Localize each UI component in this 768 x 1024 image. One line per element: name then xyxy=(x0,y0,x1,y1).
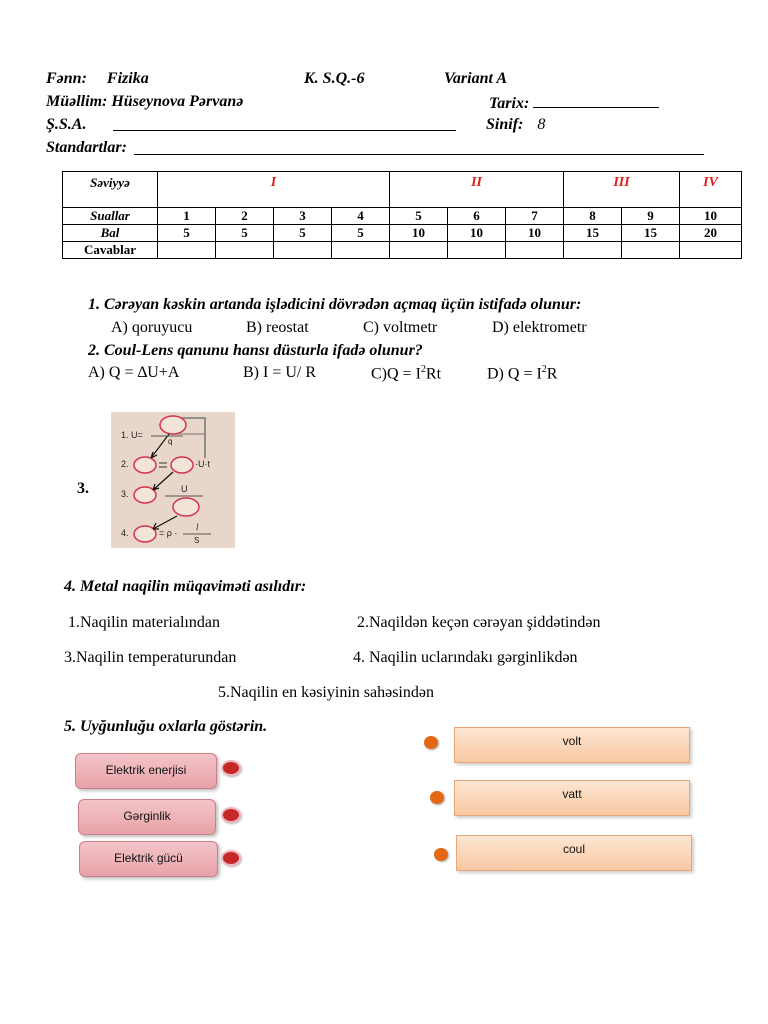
subject-value: Fizika xyxy=(106,70,149,87)
q4-option-5[interactable]: 5.Naqilin en kəsiyinin sahəsindən xyxy=(218,684,434,701)
q1-option-c[interactable]: C) voltmetr xyxy=(363,319,438,336)
question-3-number: 3. xyxy=(77,480,89,497)
teacher-label: Müəllim: xyxy=(46,93,108,110)
points-cell: 5 xyxy=(274,225,332,242)
question-5-text: 5. Uyğunluğu oxlarla göstərin. xyxy=(64,718,268,735)
class-value: 8 xyxy=(537,116,546,133)
answer-cell[interactable] xyxy=(506,242,564,259)
q2-option-c-sup: 2 xyxy=(420,364,426,375)
level-iv: IV xyxy=(680,172,742,208)
q2-option-c-pre: C)Q = I xyxy=(371,365,421,383)
question-number: 3 xyxy=(274,208,332,225)
answer-cell[interactable] xyxy=(564,242,622,259)
question-number: 1 xyxy=(158,208,216,225)
answer-cell[interactable] xyxy=(332,242,390,259)
question-number: 7 xyxy=(506,208,564,225)
date-label: Tarix: xyxy=(489,95,530,112)
match-right-volt-label: volt xyxy=(562,734,582,748)
question-number: 4 xyxy=(332,208,390,225)
fig-row4-rho: = ρ · xyxy=(159,528,178,538)
answer-cell[interactable] xyxy=(274,242,332,259)
question-4-text: 4. Metal naqilin müqaviməti asılıdır: xyxy=(64,578,307,595)
match-right-volt-dot[interactable] xyxy=(424,736,438,749)
class-label: Sinif: xyxy=(486,116,524,133)
match-right-watt-dot[interactable] xyxy=(430,791,444,804)
match-left-voltage-dot[interactable] xyxy=(221,807,241,823)
fig-row4-label: 4. xyxy=(121,528,129,538)
standards-field[interactable] xyxy=(134,139,704,155)
points-row xyxy=(63,225,742,242)
question-number: 5 xyxy=(390,208,448,225)
q2-option-b[interactable]: B) I = U/ R xyxy=(243,364,317,381)
match-left-energy-dot[interactable] xyxy=(221,760,241,776)
level-iii: III xyxy=(564,172,680,208)
questions-row xyxy=(63,208,742,225)
question-1-text: 1. Cərəyan kəskin artanda işlədicini dövrədən açmaq üçün istifadə olunur: xyxy=(88,296,582,313)
points-cell: 15 xyxy=(622,225,680,242)
level-label: Səviyyə xyxy=(63,172,158,208)
points-cell: 5 xyxy=(158,225,216,242)
q1-option-a[interactable]: A) qoruyucu xyxy=(111,319,193,336)
score-table xyxy=(62,171,742,259)
match-left-power-label: Elektrik gücü xyxy=(114,851,183,865)
match-right-watt[interactable] xyxy=(454,780,690,816)
question-number: 8 xyxy=(564,208,622,225)
test-code: K. S.Q.-6 xyxy=(304,70,365,87)
q4-option-1[interactable]: 1.Naqilin materialından xyxy=(68,614,220,631)
name-field[interactable] xyxy=(113,116,456,131)
q1-option-b[interactable]: B) reostat xyxy=(246,319,309,336)
q1-option-d[interactable]: D) elektrometr xyxy=(492,319,587,336)
match-right-coulomb[interactable] xyxy=(456,835,692,871)
subject-row xyxy=(46,70,149,88)
match-right-volt[interactable] xyxy=(454,727,690,763)
q2-option-d-sup: 2 xyxy=(541,364,547,375)
answer-cell[interactable] xyxy=(390,242,448,259)
subject-label: Fənn: xyxy=(46,70,87,87)
points-cell: 5 xyxy=(332,225,390,242)
points-cell: 20 xyxy=(680,225,742,242)
answer-cell[interactable] xyxy=(216,242,274,259)
match-left-voltage[interactable] xyxy=(78,799,216,835)
answer-cell[interactable] xyxy=(622,242,680,259)
q2-option-c[interactable] xyxy=(371,364,441,383)
q2-option-d[interactable] xyxy=(487,364,557,383)
match-left-power-dot[interactable] xyxy=(221,850,241,866)
fig-row4-den: S xyxy=(194,536,200,545)
points-cell: 10 xyxy=(506,225,564,242)
match-right-coulomb-dot[interactable] xyxy=(434,848,448,861)
date-field[interactable] xyxy=(533,93,659,108)
class-row xyxy=(486,116,545,134)
points-label: Bal xyxy=(63,225,158,242)
q2-option-a[interactable]: A) Q = ∆U+A xyxy=(88,364,180,381)
q4-option-3[interactable]: 3.Naqilin temperaturundan xyxy=(64,649,237,666)
formula-figure xyxy=(111,412,235,548)
level-row xyxy=(63,172,742,208)
questions-label: Suallar xyxy=(63,208,158,225)
answer-cell[interactable] xyxy=(158,242,216,259)
answers-label: Cavablar xyxy=(63,242,158,259)
q2-option-c-post: Rt xyxy=(425,365,442,383)
date-row xyxy=(489,93,659,113)
fig-row1-den: q xyxy=(168,437,173,446)
level-ii: II xyxy=(390,172,564,208)
teacher-row xyxy=(46,93,243,111)
fig-row4-num: l xyxy=(196,522,199,532)
fig-row2-label: 2. xyxy=(121,459,129,469)
fig-row2-tail: ·U·t xyxy=(195,459,210,469)
variant: Variant A xyxy=(444,70,507,87)
level-i: I xyxy=(158,172,390,208)
answer-cell[interactable] xyxy=(680,242,742,259)
q4-option-2[interactable]: 2.Naqildən keçən cərəyan şiddətindən xyxy=(357,614,601,631)
match-left-energy-label: Elektrik enerjisi xyxy=(105,763,187,777)
standards-label: Standartlar: xyxy=(46,139,127,156)
question-number: 10 xyxy=(680,208,742,225)
answers-row xyxy=(63,242,742,259)
match-left-voltage-label: Gərginlik xyxy=(123,809,171,823)
name-label: Ş.S.A. xyxy=(46,116,87,133)
points-cell: 5 xyxy=(216,225,274,242)
fig-row1-label: 1. U= xyxy=(121,430,143,440)
match-right-watt-label: vatt xyxy=(562,787,582,801)
question-number: 9 xyxy=(622,208,680,225)
fig-row3-num: U xyxy=(181,484,188,494)
answer-cell[interactable] xyxy=(448,242,506,259)
match-left-power[interactable] xyxy=(79,841,218,877)
points-cell: 10 xyxy=(390,225,448,242)
points-cell: 15 xyxy=(564,225,622,242)
match-left-energy[interactable] xyxy=(75,753,217,789)
q4-option-4[interactable]: 4. Naqilin uclarındakı gərginlikdən xyxy=(353,649,578,666)
q2-option-d-pre: D) Q = I xyxy=(487,365,542,383)
teacher-value: Hüseynova Pərvanə xyxy=(111,93,244,110)
question-number: 2 xyxy=(216,208,274,225)
question-2-text: 2. Coul-Lens qanunu hansı düsturla ifadə olunur? xyxy=(88,342,423,359)
match-right-coulomb-label: coul xyxy=(562,842,585,856)
points-cell: 10 xyxy=(448,225,506,242)
q2-option-d-post: R xyxy=(546,365,558,383)
fig-row3-label: 3. xyxy=(121,489,129,499)
question-number: 6 xyxy=(448,208,506,225)
